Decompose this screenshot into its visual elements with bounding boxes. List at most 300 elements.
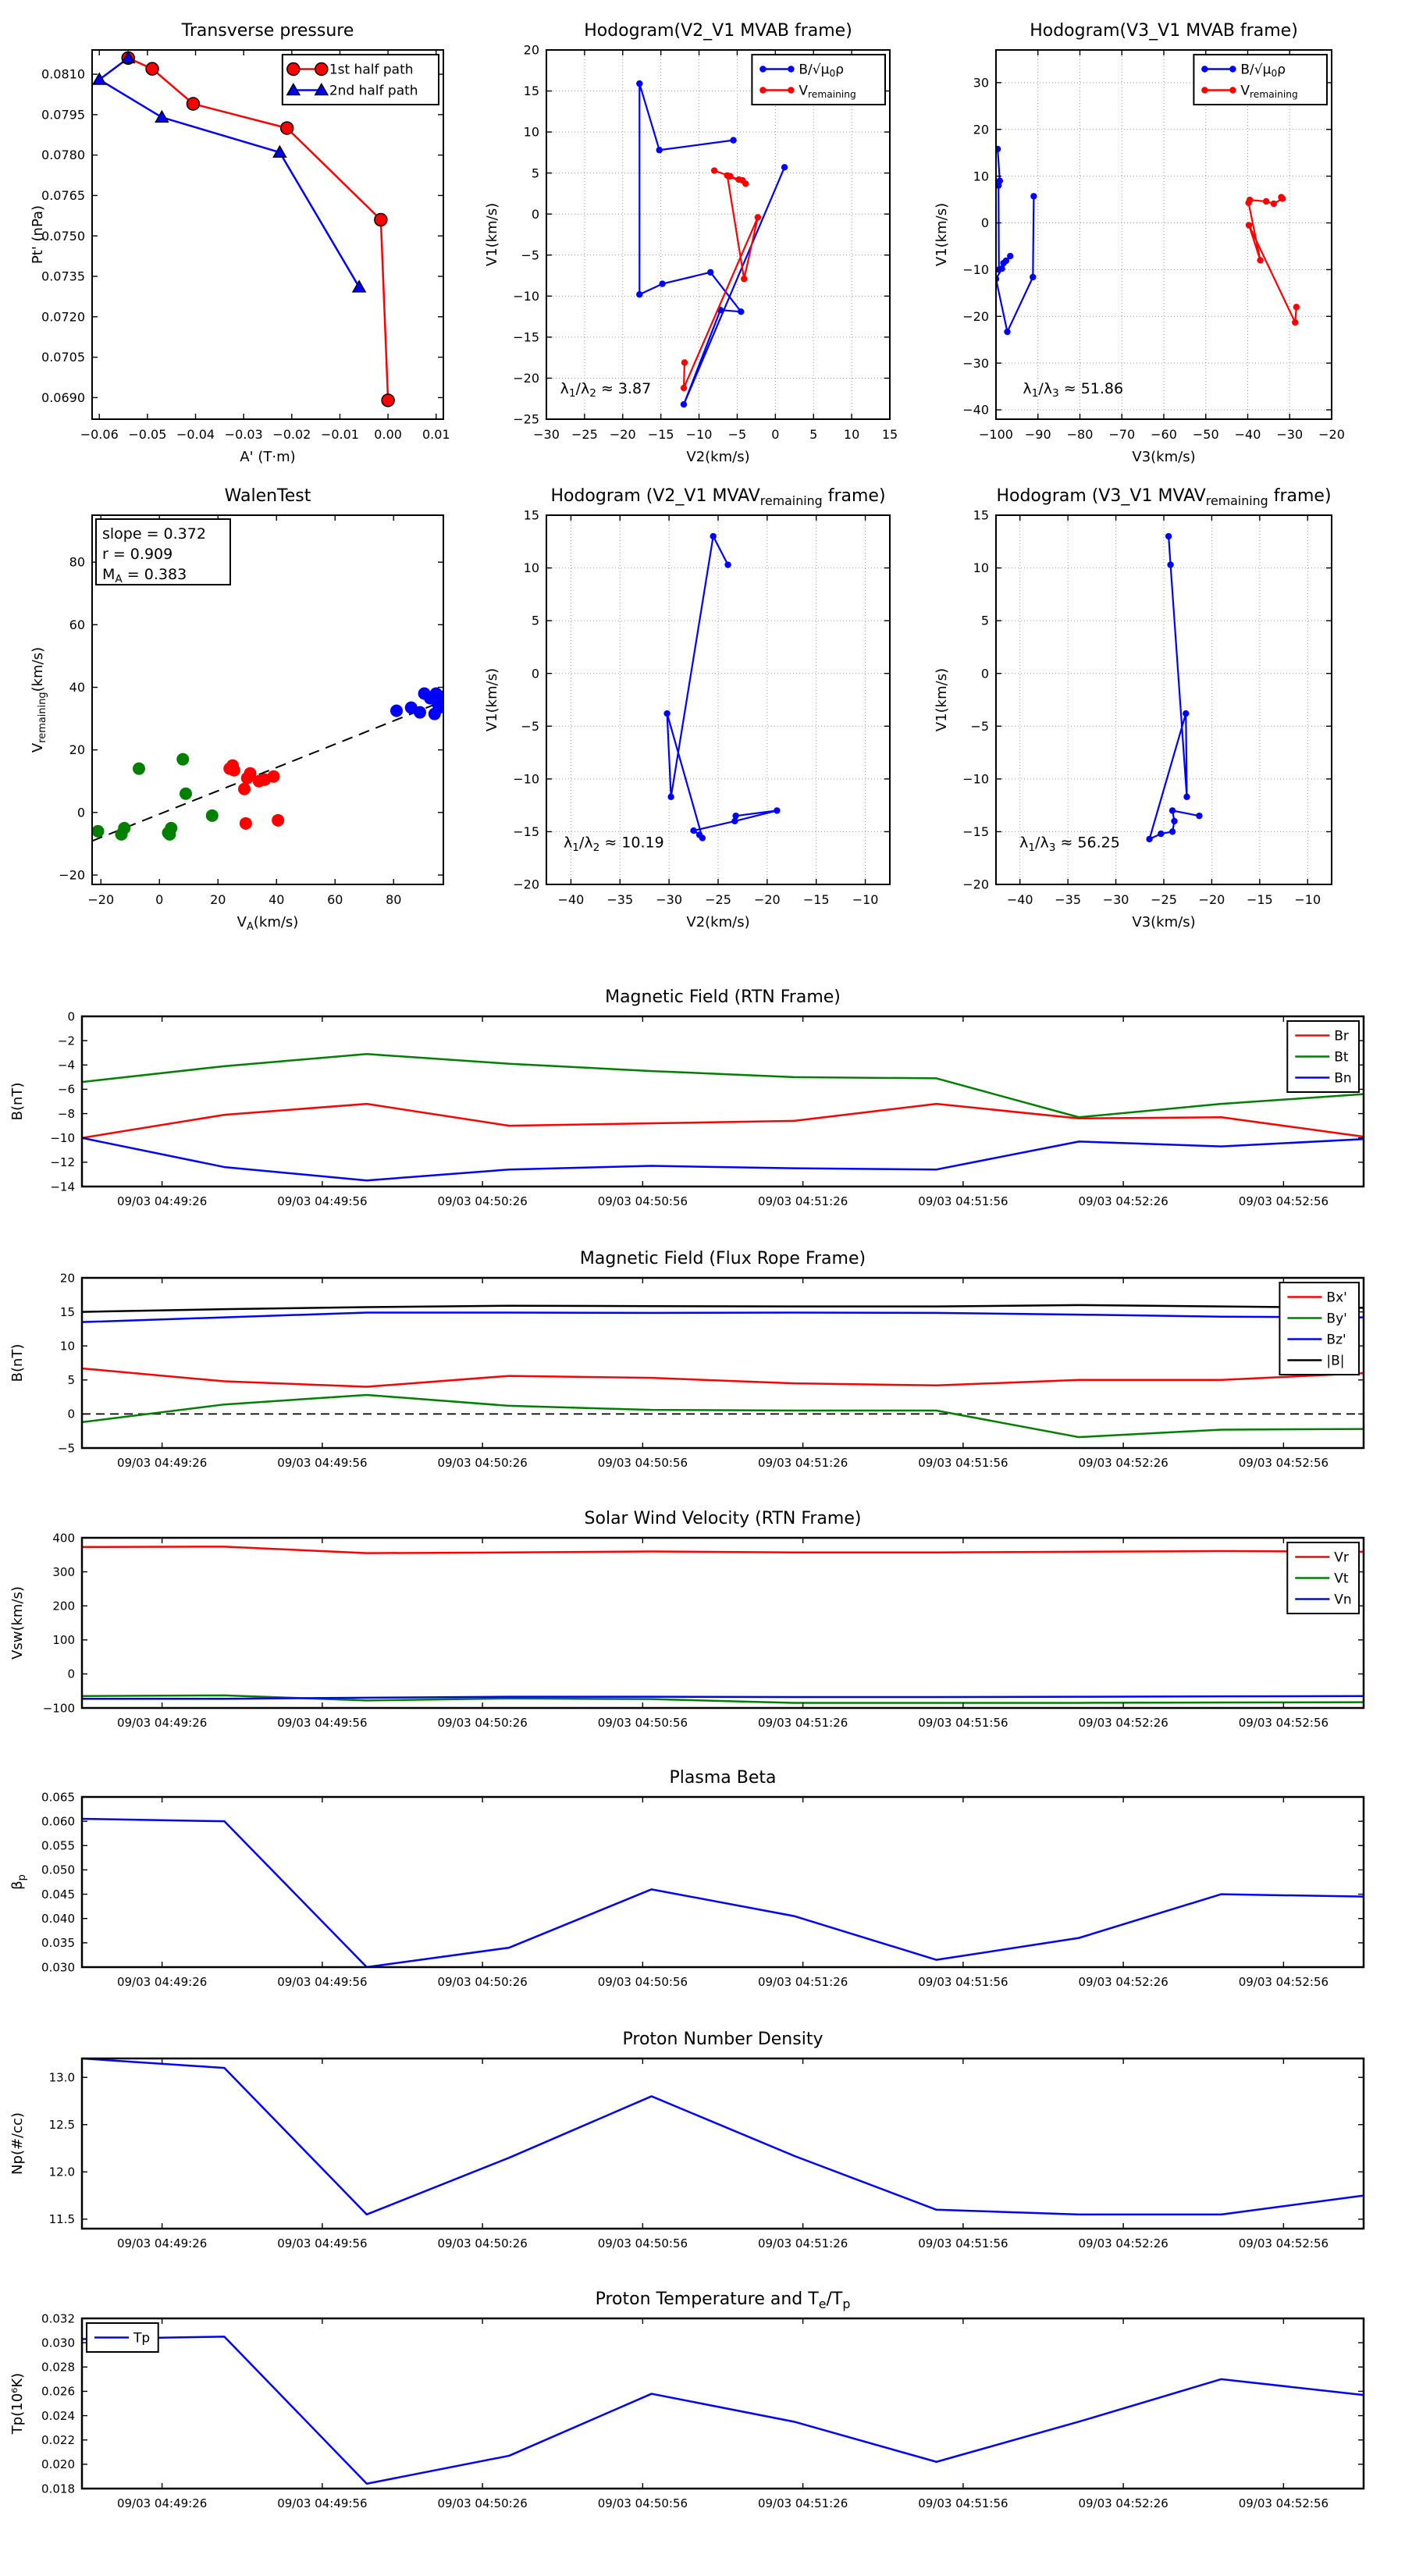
svg-text:09/03 04:50:26: 09/03 04:50:26: [437, 1194, 528, 1208]
svg-text:0.0690: 0.0690: [41, 390, 85, 405]
svg-text:0: 0: [980, 666, 989, 681]
axis-labels: [9, 2373, 26, 2435]
series-v-remaining-hodogram: [663, 533, 780, 841]
fit-dashed-line: [92, 701, 443, 841]
svg-text:0: 0: [76, 805, 85, 820]
chart-title: [580, 1249, 866, 1268]
svg-text:0: 0: [155, 892, 164, 907]
svg-text:−10: −10: [513, 288, 539, 304]
svg-text:09/03 04:51:26: 09/03 04:51:26: [757, 1456, 848, 1470]
svg-text:V1(km/s): V1(km/s): [934, 667, 950, 732]
axis-labels: [9, 1586, 26, 1660]
svg-text:−70: −70: [1108, 427, 1136, 442]
svg-text:09/03 04:50:26: 09/03 04:50:26: [437, 2236, 528, 2250]
stats-text-box: [96, 519, 230, 585]
chart-hodogram-v3v1-mvav: [926, 465, 1378, 965]
svg-text:0.00: 0.00: [374, 427, 402, 442]
svg-text:−40: −40: [557, 892, 585, 907]
svg-text:15: 15: [881, 427, 898, 442]
svg-text:20: 20: [973, 122, 989, 137]
svg-text:−10: −10: [962, 262, 989, 278]
chart-transverse-pressure: [22, 0, 475, 500]
svg-text:5: 5: [809, 427, 818, 442]
svg-text:0: 0: [67, 1667, 75, 1681]
svg-text:−0.05: −0.05: [128, 427, 167, 442]
series-middle-interval: [223, 760, 284, 830]
svg-text:−4: −4: [57, 1058, 75, 1073]
svg-text:0.050: 0.050: [41, 1863, 75, 1877]
svg-text:Tp(10⁶K): Tp(10⁶K): [9, 2372, 26, 2435]
chart-hodogram-v2v1-mvav: [476, 465, 929, 965]
svg-text:−20: −20: [1318, 427, 1345, 442]
chart-hodogram-v2v1-mvab: [476, 0, 929, 500]
svg-text:0.0735: 0.0735: [41, 269, 85, 284]
axes-frame: [82, 1797, 1364, 1967]
chart-title: [670, 1768, 777, 1788]
svg-text:−20: −20: [513, 877, 539, 892]
svg-text:λ1/λ3 ≈ 56.25: $\lambda_1/\lambda_3 \approx 56.25$: [1019, 834, 1120, 854]
svg-text:−30: −30: [1102, 892, 1129, 907]
svg-text:0.055: 0.055: [41, 1838, 75, 1853]
svg-text:Magnetic Field (Flux Rope Fram: Magnetic Field (Flux Rope Frame): [579, 1249, 866, 1268]
series-beta-p: [82, 1819, 1364, 1967]
svg-text:09/03 04:49:26: 09/03 04:49:26: [116, 2496, 208, 2510]
series-vr: [82, 1546, 1364, 1553]
svg-text:09/03 04:49:56: 09/03 04:49:56: [277, 1716, 368, 1730]
svg-text:Vsw(km/s): Vsw(km/s): [9, 1586, 26, 1660]
svg-text:09/03 04:51:26: 09/03 04:51:26: [757, 2496, 848, 2510]
svg-text:−8: −8: [57, 1106, 75, 1121]
svg-text:09/03 04:50:56: 09/03 04:50:56: [597, 1975, 688, 1989]
svg-text:V2(km/s): V2(km/s): [686, 449, 750, 465]
svg-text:09/03 04:51:26: 09/03 04:51:26: [757, 1975, 848, 1989]
svg-text:09/03 04:50:26: 09/03 04:50:26: [437, 1456, 528, 1470]
svg-text:15: 15: [973, 507, 989, 523]
svg-text:0.060: 0.060: [41, 1814, 75, 1829]
svg-text:09/03 04:49:26: 09/03 04:49:26: [116, 1716, 208, 1730]
svg-text:20: 20: [69, 742, 85, 758]
series-v-remaining: [681, 167, 761, 391]
svg-text:−10: −10: [50, 1130, 75, 1145]
svg-text:0.0810: 0.0810: [41, 66, 85, 82]
legend: [752, 55, 885, 105]
svg-text:09/03 04:50:26: 09/03 04:50:26: [437, 2496, 528, 2510]
axes-frame: [82, 1538, 1364, 1708]
legend: [1193, 55, 1327, 105]
chart-magnetic-field-rtn: [0, 962, 1405, 1223]
svg-text:60: 60: [327, 892, 343, 907]
legend: [283, 55, 439, 105]
svg-text:Np(#/cc): Np(#/cc): [9, 2112, 26, 2175]
svg-text:09/03 04:52:26: 09/03 04:52:26: [1078, 1194, 1168, 1208]
svg-text:09/03 04:52:56: 09/03 04:52:56: [1238, 1456, 1329, 1470]
svg-text:Hodogram (V2_V1 MVAVremaining: Hodogram (V2_V1 $MVAV_{remaining}$ frame): [550, 486, 886, 508]
svg-text:09/03 04:51:26: 09/03 04:51:26: [757, 1716, 848, 1730]
svg-text:Magnetic Field (RTN Frame): Magnetic Field (RTN Frame): [605, 987, 841, 1007]
svg-text:B(nT): B(nT): [9, 1343, 26, 1382]
svg-text:Solar Wind Velocity (RTN Frame: Solar Wind Velocity (RTN Frame): [584, 1509, 862, 1528]
plot-svg-transverse-pressure: [22, 0, 475, 500]
plot-svg-hodogram-v3v1-mvab: [926, 0, 1378, 500]
svg-text:09/03 04:50:56: 09/03 04:50:56: [597, 2496, 688, 2510]
svg-text:−25: −25: [1151, 892, 1177, 907]
svg-text:−5: −5: [57, 1441, 75, 1456]
svg-text:−10: −10: [513, 771, 539, 787]
svg-text:1st half path: 1st half path: [329, 62, 414, 78]
svg-text:−60: −60: [1151, 427, 1177, 442]
svg-text:−15: −15: [513, 824, 539, 840]
svg-text:0.022: 0.022: [41, 2432, 75, 2447]
svg-text:0.040: 0.040: [41, 1911, 75, 1926]
svg-text:0: 0: [67, 1407, 75, 1421]
svg-text:−20: −20: [962, 877, 989, 892]
chart-hodogram-v3v1-mvab: [926, 0, 1378, 500]
svg-text:−80: −80: [1066, 427, 1094, 442]
svg-text:−15: −15: [802, 892, 830, 907]
svg-text:0.026: 0.026: [41, 2384, 75, 2399]
chart-solar-wind-velocity: [0, 1483, 1405, 1745]
chart-title: [585, 1509, 862, 1528]
svg-text:09/03 04:52:56: 09/03 04:52:56: [1238, 1716, 1329, 1730]
plot-svg-solar-wind-velocity: [0, 1483, 1405, 1745]
svg-text:Vn: Vn: [1334, 1592, 1352, 1608]
svg-text:0: 0: [771, 427, 780, 442]
axes-frame: [82, 2318, 1364, 2489]
svg-text:B/√μ0ρ: $B/√\mu_0\rho$: [799, 62, 845, 80]
svg-text:80: 80: [386, 892, 402, 907]
series-v-remaining-hodogram: [1146, 533, 1202, 842]
svg-text:09/03 04:49:56: 09/03 04:49:56: [277, 1975, 368, 1989]
eigenvalue-annotation: [1019, 834, 1120, 854]
svg-text:−40: −40: [962, 402, 989, 418]
svg-text:−35: −35: [606, 892, 634, 907]
svg-text:r = 0.909: r = 0.909: [102, 546, 173, 563]
svg-text:−20: −20: [59, 867, 85, 883]
svg-text:20: 20: [59, 1271, 75, 1286]
svg-text:5: 5: [531, 613, 539, 628]
svg-text:λ1/λ2 ≈ 10.19: $\lambda_1/\lambda_2 \approx 10.19$: [564, 834, 664, 854]
svg-text:Bz': Bz': [1326, 1332, 1346, 1348]
plot-svg-magnetic-field-flux-rope: [0, 1223, 1405, 1485]
svg-text:20: 20: [210, 892, 226, 907]
svg-text:0.065: 0.065: [41, 1790, 75, 1805]
svg-text:09/03 04:52:56: 09/03 04:52:56: [1238, 1975, 1329, 1989]
svg-text:09/03 04:50:26: 09/03 04:50:26: [437, 1716, 528, 1730]
axis-labels: [9, 1083, 26, 1121]
eigenvalue-annotation: [1023, 380, 1123, 400]
svg-text:09/03 04:49:26: 09/03 04:49:26: [116, 1456, 208, 1470]
axes-frame: [82, 1016, 1364, 1187]
svg-text:0.020: 0.020: [41, 2457, 75, 2472]
svg-text:−20: −20: [609, 427, 636, 442]
legend: [1287, 1021, 1359, 1092]
svg-text:10: 10: [843, 427, 860, 442]
svg-text:09/03 04:49:56: 09/03 04:49:56: [277, 2236, 368, 2250]
svg-text:Vremaining: $V_{remaining}$: [1240, 83, 1298, 101]
svg-text:−5: −5: [521, 247, 539, 263]
svg-text:−6: −6: [57, 1082, 75, 1097]
series-tp: [82, 2336, 1364, 2483]
svg-text:20: 20: [523, 42, 539, 58]
svg-text:13.0: 13.0: [48, 2070, 75, 2085]
svg-text:Vt: Vt: [1334, 1571, 1349, 1587]
svg-text:09/03 04:49:56: 09/03 04:49:56: [277, 1194, 368, 1208]
svg-text:09/03 04:52:56: 09/03 04:52:56: [1238, 1194, 1329, 1208]
svg-text:0: 0: [531, 206, 539, 222]
chart-walen-test: [22, 465, 475, 965]
svg-text:−20: −20: [1198, 892, 1225, 907]
svg-text:0.030: 0.030: [41, 2336, 75, 2350]
eigenvalue-annotation: [560, 380, 652, 400]
axis-ticks: [58, 1271, 1364, 1470]
svg-text:0.01: 0.01: [422, 427, 450, 442]
svg-text:60: 60: [69, 617, 85, 632]
svg-text:09/03 04:50:56: 09/03 04:50:56: [597, 1456, 688, 1470]
svg-text:09/03 04:52:26: 09/03 04:52:26: [1078, 1975, 1168, 1989]
svg-text:10: 10: [523, 124, 539, 140]
axes-frame: [82, 2058, 1364, 2229]
series-bt: [82, 1054, 1364, 1117]
svg-text:−15: −15: [647, 427, 674, 442]
svg-text:09/03 04:52:26: 09/03 04:52:26: [1078, 1716, 1168, 1730]
plot-svg-walen-test: [22, 465, 475, 965]
svg-text:Bn: Bn: [1334, 1070, 1352, 1087]
svg-text:B(nT): B(nT): [9, 1082, 26, 1121]
svg-text:−100: −100: [979, 427, 1013, 442]
svg-text:−0.03: −0.03: [224, 427, 263, 442]
chart-title: [1030, 21, 1298, 41]
svg-text:0.0705: 0.0705: [41, 350, 85, 365]
svg-text:0.024: 0.024: [41, 2408, 75, 2423]
svg-text:0.0720: 0.0720: [41, 309, 85, 325]
svg-text:slope = 0.372: slope = 0.372: [102, 525, 206, 543]
svg-text:−15: −15: [1246, 892, 1273, 907]
svg-text:λ1/λ3 ≈ 51.86: $\lambda_1/\lambda_3 \approx 51.86$: [1023, 379, 1124, 400]
svg-text:0.0750: 0.0750: [41, 228, 85, 244]
chart-title: [225, 486, 311, 506]
svg-text:−15: −15: [513, 329, 539, 345]
svg-text:09/03 04:49:26: 09/03 04:49:26: [116, 1194, 208, 1208]
axis-ticks: [41, 1790, 1364, 1989]
svg-text:−30: −30: [656, 892, 683, 907]
svg-text:400: 400: [52, 1531, 75, 1546]
svg-text:09/03 04:50:56: 09/03 04:50:56: [597, 1716, 688, 1730]
plot-svg-hodogram-v2v1-mvab: [476, 0, 929, 500]
axis-ticks: [41, 2311, 1364, 2510]
svg-text:09/03 04:52:26: 09/03 04:52:26: [1078, 2236, 1168, 2250]
eigenvalue-annotation: [564, 834, 664, 854]
svg-text:VA(km/s): $V_A(km/s)$: [237, 914, 299, 933]
svg-text:80: 80: [69, 554, 85, 570]
svg-text:0.018: 0.018: [41, 2482, 75, 2496]
svg-text:09/03 04:51:56: 09/03 04:51:56: [918, 1194, 1008, 1208]
svg-text:Transverse pressure: Transverse pressure: [181, 21, 354, 41]
svg-text:2nd half path: 2nd half path: [329, 83, 418, 99]
grid-lines: [996, 515, 1332, 884]
chart-title: [996, 486, 1331, 508]
svg-text:−20: −20: [513, 371, 539, 386]
svg-text:−10: −10: [1294, 892, 1321, 907]
chart-title: [623, 2030, 823, 2049]
svg-text:09/03 04:50:26: 09/03 04:50:26: [437, 1975, 528, 1989]
series-np: [82, 2058, 1364, 2215]
svg-text:−0.01: −0.01: [320, 427, 359, 442]
svg-text:−12: −12: [50, 1155, 75, 1170]
svg-text:V1(km/s): V1(km/s): [484, 667, 500, 732]
svg-text:15: 15: [523, 507, 539, 523]
svg-text:−20: −20: [87, 892, 115, 907]
svg-text:09/03 04:52:26: 09/03 04:52:26: [1078, 1456, 1168, 1470]
svg-text:βp: $\beta_p$: [9, 1874, 28, 1890]
series-last-interval: [390, 687, 446, 720]
chart-title: [605, 987, 841, 1007]
svg-text:−40: −40: [1006, 892, 1033, 907]
svg-text:−35: −35: [1055, 892, 1082, 907]
axis-ticks: [49, 2058, 1364, 2250]
chart-proton-number-density: [0, 2004, 1405, 2265]
svg-text:10: 10: [523, 560, 539, 576]
legend: [1287, 1542, 1359, 1614]
svg-text:12.5: 12.5: [48, 2118, 75, 2133]
svg-text:−30: −30: [1276, 427, 1304, 442]
axis-labels: [9, 1874, 28, 1890]
axis-labels: [9, 1344, 26, 1382]
series-bx-: [82, 1368, 1364, 1387]
svg-text:−30: −30: [533, 427, 560, 442]
svg-text:0.0795: 0.0795: [41, 107, 85, 123]
svg-text:09/03 04:51:56: 09/03 04:51:56: [918, 2496, 1008, 2510]
svg-text:Hodogram(V3_V1 MVAB frame): Hodogram(V3_V1 MVAB frame): [1030, 21, 1298, 41]
svg-text:15: 15: [523, 84, 539, 99]
svg-text:−25: −25: [571, 427, 598, 442]
svg-text:Bx': Bx': [1326, 1290, 1347, 1306]
svg-text:Bt: Bt: [1334, 1049, 1349, 1066]
svg-text:0.028: 0.028: [41, 2360, 75, 2375]
svg-text:0.035: 0.035: [41, 1936, 75, 1951]
series-b-sqrt-mu0-rho-: [636, 80, 788, 407]
svg-text:Hodogram(V2_V1 MVAB frame): Hodogram(V2_V1 MVAB frame): [584, 21, 852, 41]
series--b-: [82, 1305, 1364, 1312]
svg-text:0: 0: [980, 215, 989, 231]
svg-text:Hodogram (V3_V1 MVAVremaining: Hodogram (V3_V1 $MVAV_{remaining}$ frame): [996, 486, 1332, 508]
svg-text:0.0780: 0.0780: [41, 148, 85, 163]
plot-svg-hodogram-v2v1-mvav: [476, 465, 929, 965]
plot-svg-plasma-beta: [0, 1742, 1405, 2004]
axis-ticks: [41, 50, 450, 442]
svg-text:Tp: Tp: [133, 2330, 151, 2347]
svg-text:−0.04: −0.04: [176, 427, 215, 442]
svg-text:10: 10: [973, 560, 989, 576]
svg-text:V2(km/s): V2(km/s): [686, 914, 750, 930]
svg-text:0.030: 0.030: [41, 1960, 75, 1975]
svg-text:09/03 04:50:56: 09/03 04:50:56: [597, 2236, 688, 2250]
svg-text:A' (T·m): A' (T·m): [240, 449, 296, 465]
grid-lines: [546, 515, 890, 884]
svg-text:09/03 04:49:26: 09/03 04:49:26: [116, 2236, 208, 2250]
svg-text:0.032: 0.032: [41, 2311, 75, 2326]
svg-text:5: 5: [980, 613, 989, 628]
svg-text:−10: −10: [852, 892, 879, 907]
svg-text:−30: −30: [962, 355, 989, 371]
series-bz-: [82, 1312, 1364, 1322]
svg-text:−0.02: −0.02: [272, 427, 311, 442]
svg-text:−25: −25: [513, 411, 539, 427]
svg-text:V3(km/s): V3(km/s): [1132, 914, 1196, 930]
svg-text:09/03 04:49:26: 09/03 04:49:26: [116, 1975, 208, 1989]
svg-text:−20: −20: [962, 308, 989, 324]
svg-text:0.0765: 0.0765: [41, 188, 85, 204]
svg-text:−10: −10: [685, 427, 713, 442]
plot-svg-magnetic-field-rtn: [0, 962, 1405, 1223]
svg-text:5: 5: [67, 1373, 75, 1388]
svg-text:λ1/λ2 ≈ 3.87: $\lambda_1/\lambda_2 \approx 3.87$: [560, 379, 652, 400]
chart-title: [550, 486, 885, 508]
chart-plasma-beta: [0, 1742, 1405, 2004]
chart-title: [584, 21, 852, 41]
svg-text:40: 40: [69, 680, 85, 696]
svg-text:0.045: 0.045: [41, 1887, 75, 1902]
axis-labels: [934, 203, 1196, 465]
svg-text:−5: −5: [970, 718, 989, 734]
svg-text:Vremaining: $V_{remaining}$: [799, 83, 856, 101]
svg-text:−14: −14: [50, 1179, 75, 1194]
svg-text:10: 10: [973, 169, 989, 184]
svg-text:V1(km/s): V1(km/s): [934, 202, 950, 267]
svg-text:V3(km/s): V3(km/s): [1132, 449, 1196, 465]
svg-text:−5: −5: [727, 427, 747, 442]
svg-text:0: 0: [531, 666, 539, 681]
svg-text:−2: −2: [57, 1034, 75, 1048]
svg-text:−20: −20: [753, 892, 781, 907]
svg-text:09/03 04:49:56: 09/03 04:49:56: [277, 2496, 368, 2510]
series-first-interval: [92, 753, 219, 841]
series-v-remaining: [1245, 194, 1300, 326]
plot-svg-hodogram-v3v1-mvav: [926, 465, 1378, 965]
svg-text:Vr: Vr: [1334, 1550, 1349, 1566]
plot-svg-proton-temperature: [0, 2264, 1405, 2525]
axes-frame: [82, 1278, 1364, 1448]
svg-text:09/03 04:52:56: 09/03 04:52:56: [1238, 2496, 1329, 2510]
svg-text:15: 15: [59, 1304, 75, 1319]
svg-text:Plasma Beta: Plasma Beta: [669, 1768, 777, 1788]
svg-text:By': By': [1326, 1311, 1347, 1327]
svg-text:09/03 04:50:56: 09/03 04:50:56: [597, 1194, 688, 1208]
svg-text:09/03 04:52:56: 09/03 04:52:56: [1238, 2236, 1329, 2250]
svg-text:−0.06: −0.06: [80, 427, 119, 442]
series-b-sqrt-mu0-rho-: [993, 146, 1037, 336]
svg-text:|B|: |B|: [1326, 1353, 1345, 1369]
chart-proton-temperature: [0, 2264, 1405, 2525]
legend: [1279, 1283, 1359, 1375]
svg-text:−5: −5: [521, 718, 539, 734]
svg-text:MA = 0.383: $M_A = 0.383$: [102, 566, 187, 586]
svg-text:09/03 04:52:26: 09/03 04:52:26: [1078, 2496, 1168, 2510]
svg-text:−15: −15: [962, 824, 989, 840]
svg-text:09/03 04:51:56: 09/03 04:51:56: [918, 1716, 1008, 1730]
svg-text:09/03 04:51:56: 09/03 04:51:56: [918, 1975, 1008, 1989]
svg-text:−40: −40: [1234, 427, 1261, 442]
series-bn: [82, 1138, 1364, 1181]
svg-text:WalenTest: WalenTest: [224, 486, 311, 506]
svg-text:Vremaining(km/s): $V_{remaining}(km/s)$: [30, 646, 48, 753]
svg-text:−100: −100: [42, 1701, 75, 1716]
axis-labels: [9, 2112, 26, 2175]
svg-text:Proton Temperature and Te/Tp: Proton Temperature and $T_e/T_p$: [595, 2290, 851, 2311]
chart-title: [181, 21, 354, 41]
svg-text:−25: −25: [705, 892, 731, 907]
svg-text:11.5: 11.5: [48, 2212, 75, 2227]
svg-text:09/03 04:51:26: 09/03 04:51:26: [757, 1194, 848, 1208]
